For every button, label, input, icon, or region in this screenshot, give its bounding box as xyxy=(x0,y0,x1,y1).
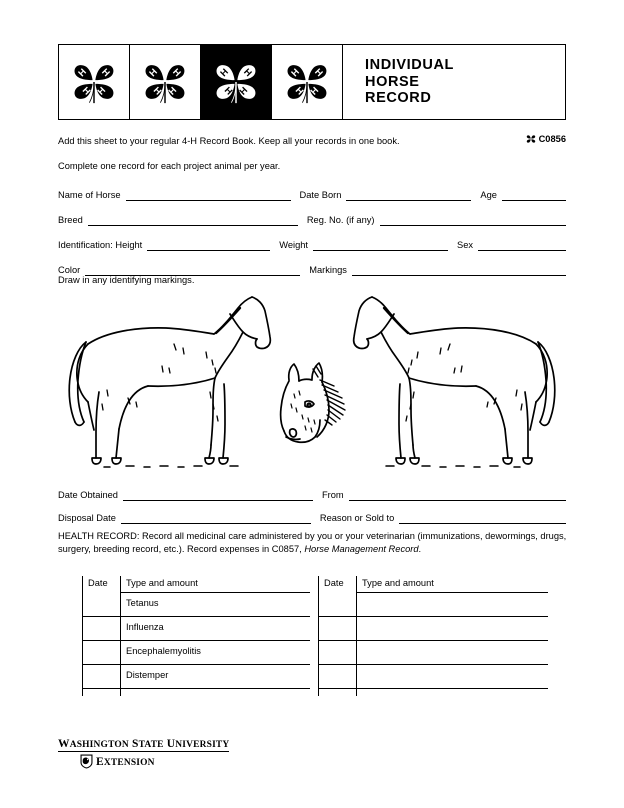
wsu-shield-cougar-icon xyxy=(80,754,93,769)
svg-text:H: H xyxy=(147,66,160,79)
table-left-border xyxy=(318,576,319,696)
health-record-table-right xyxy=(318,576,548,696)
label-name-of-horse: Name of Horse xyxy=(58,190,121,200)
health-note-italic-title: Horse Management Record xyxy=(304,544,419,554)
svg-text:H: H xyxy=(218,66,231,79)
table-rule-date-0 xyxy=(318,616,356,617)
table-rule-type-1 xyxy=(120,616,310,617)
horse-side-view-left-illustration xyxy=(66,292,291,477)
input-age[interactable] xyxy=(502,190,566,201)
four-h-clover-icon xyxy=(284,59,330,105)
table-rule-date-2 xyxy=(318,664,356,665)
svg-text:H: H xyxy=(76,66,89,79)
publication-code-text: C0856 xyxy=(538,134,566,144)
label-age: Age xyxy=(480,190,497,200)
svg-text:H: H xyxy=(99,66,112,79)
svg-text:H: H xyxy=(222,85,235,97)
table-rule-type-1 xyxy=(356,616,548,617)
table-rule-date-2 xyxy=(82,664,120,665)
horse-side-view-right-illustration xyxy=(333,292,558,477)
svg-text:H: H xyxy=(151,85,164,97)
table-rule-type-4 xyxy=(120,688,310,689)
label-reg-no: Reg. No. (if any) xyxy=(306,215,375,225)
svg-text:H: H xyxy=(237,85,250,97)
health-note-body-after: . xyxy=(418,544,422,554)
clover-mark-icon xyxy=(526,134,536,144)
field-row-height-weight-sex xyxy=(58,237,566,251)
title-line-3: RECORD xyxy=(365,90,432,107)
input-height[interactable] xyxy=(147,240,270,251)
horse-illustrations xyxy=(58,292,566,477)
input-date-born[interactable] xyxy=(346,190,471,201)
svg-text:H: H xyxy=(166,85,179,97)
table-row-label-distemper: Distemper xyxy=(126,670,169,680)
label-color: Color xyxy=(58,265,81,275)
input-date-obtained[interactable] xyxy=(123,490,313,501)
table-header-date: Date xyxy=(88,578,108,588)
instruction-line-1: Add this sheet to your regular 4-H Record Book. Keep all your records in one book. xyxy=(58,136,400,146)
svg-text:H: H xyxy=(289,66,302,79)
input-weight[interactable] xyxy=(313,240,448,251)
label-weight: Weight xyxy=(279,240,309,250)
table-rule-date-1 xyxy=(318,640,356,641)
table-column-divider xyxy=(356,576,357,696)
svg-text:H: H xyxy=(312,66,325,79)
table-rule-type-0 xyxy=(120,592,310,593)
table-rule-date-0 xyxy=(82,616,120,617)
label-from: From xyxy=(321,490,344,500)
input-reason-or-sold-to[interactable] xyxy=(399,513,566,524)
svg-text:H: H xyxy=(95,85,108,97)
input-disposal-date[interactable] xyxy=(121,513,311,524)
input-name-of-horse[interactable] xyxy=(126,190,291,201)
table-left-border xyxy=(82,576,83,696)
table-rule-type-2 xyxy=(120,640,310,641)
health-record-table-left xyxy=(82,576,310,696)
four-h-clover-icon xyxy=(142,59,188,105)
input-reg-no[interactable] xyxy=(380,215,567,226)
table-header-type: Type and amount xyxy=(126,578,198,588)
table-header-date: Date xyxy=(324,578,344,588)
field-row-disposal-reason xyxy=(58,510,566,524)
clover-logo-cell-3-inverted xyxy=(201,45,272,119)
label-date-obtained: Date Obtained xyxy=(58,490,118,500)
table-rule-type-2 xyxy=(356,640,548,641)
document-title xyxy=(343,45,565,119)
svg-text:H: H xyxy=(80,85,93,97)
input-breed[interactable] xyxy=(88,215,298,226)
label-breed: Breed xyxy=(58,215,83,225)
table-rule-type-0 xyxy=(356,592,548,593)
four-h-clover-icon xyxy=(71,59,117,105)
table-rule-date-3 xyxy=(82,688,120,689)
table-row-label-encephalemyolitis: Encephalemyolitis xyxy=(126,646,201,656)
svg-text:H: H xyxy=(170,66,183,79)
title-line-2: HORSE xyxy=(365,73,420,90)
label-disposal-date: Disposal Date xyxy=(58,513,116,523)
field-row-breed-regno xyxy=(58,212,566,226)
clover-logo-cell-1 xyxy=(59,45,130,119)
instruction-line-2: Complete one record for each project animal per year. xyxy=(58,161,281,171)
label-date-born: Date Born xyxy=(299,190,342,200)
four-h-clover-icon xyxy=(213,59,259,105)
health-note-body-before: HEALTH RECORD: Record all medicinal care administered by you or your veterinarian (immunizations, dewormings, drugs, surgery, breeding record, etc.). Record expenses in C0857, xyxy=(58,531,567,554)
title-line-1: INDIVIDUAL xyxy=(365,57,454,74)
table-rule-date-1 xyxy=(82,640,120,641)
table-header-type: Type and amount xyxy=(362,578,434,588)
svg-text:H: H xyxy=(293,85,306,97)
svg-text:H: H xyxy=(241,66,254,79)
header-banner xyxy=(58,44,566,120)
clover-logo-cell-2 xyxy=(130,45,201,119)
table-column-divider xyxy=(120,576,121,696)
svg-text:H: H xyxy=(308,85,321,97)
label-markings: Markings xyxy=(309,265,347,275)
table-row-label-influenza: Influenza xyxy=(126,622,164,632)
horse-head-front-view-illustration xyxy=(272,360,352,460)
field-row-date-obtained-from xyxy=(58,487,566,501)
label-sex: Sex xyxy=(457,240,474,250)
input-sex[interactable] xyxy=(478,240,566,251)
wsu-extension-logo xyxy=(58,738,229,769)
table-rule-type-4 xyxy=(356,688,548,689)
draw-markings-instruction: Draw in any identifying markings. xyxy=(58,275,195,285)
field-row-color-markings xyxy=(58,262,566,276)
table-row-label-tetanus: Tetanus xyxy=(126,598,159,608)
label-identification-height: Identification: Height xyxy=(58,240,143,250)
field-row-name-date-age xyxy=(58,187,566,201)
input-markings[interactable] xyxy=(352,265,566,276)
input-from[interactable] xyxy=(349,490,566,501)
wsu-university-text: WASHINGTON STATE UNIVERSITY xyxy=(58,738,230,750)
table-rule-type-3 xyxy=(120,664,310,665)
table-rule-date-3 xyxy=(318,688,356,689)
clover-logo-cell-4 xyxy=(272,45,343,119)
label-reason-or-sold-to: Reason or Sold to xyxy=(319,513,395,523)
health-record-note xyxy=(58,530,568,556)
publication-code xyxy=(526,134,566,144)
table-rule-type-3 xyxy=(356,664,548,665)
wsu-extension-text: EXTENSION xyxy=(96,755,155,768)
